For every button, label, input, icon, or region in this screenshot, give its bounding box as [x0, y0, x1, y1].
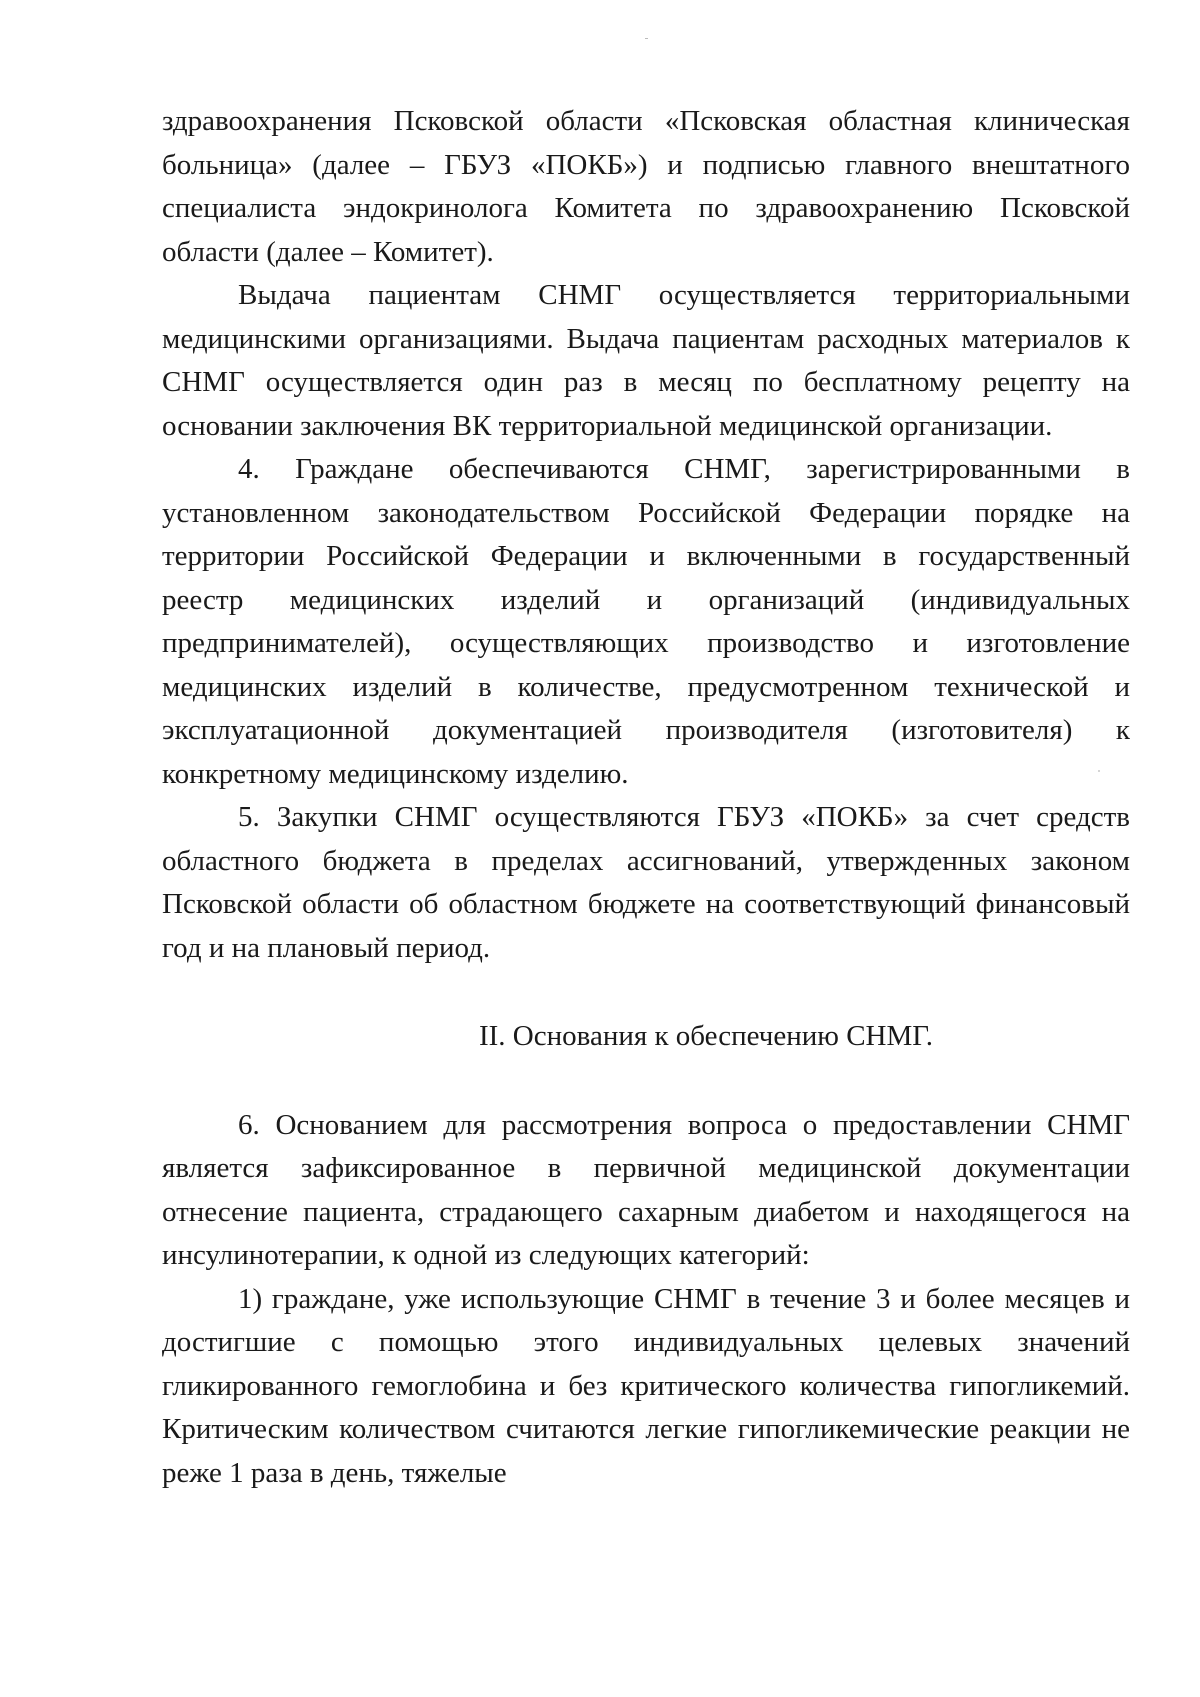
paragraph-issuance: Выдача пациентам СНМГ осуществляется территориальными медицинскими организациями. Выдача пациентам расходных материалов к СНМГ осуществляется один раз в месяц по бесплатному рецепту на основании заключения ВК территориальной медицинской организации.	[162, 279, 1130, 442]
section-heading: II. Основания к обеспечению СНМГ.	[478, 1020, 934, 1052]
paragraph-continuation: здравоохранения Псковской области «Псковская областная клиническая больница» (далее – ГБУЗ «ПОКБ») и подписью главного внештатного специалиста эндокринолога Комитета по здравоохранению Псковской области (далее – Комитет).	[162, 105, 1130, 268]
scan-mark	[645, 38, 648, 39]
paragraph-item-5: 5. Закупки СНМГ осуществляются ГБУЗ «ПОКБ» за счет средств областного бюджета в пределах ассигнований, утвержденных законом Псковской области об областном бюджете на соответствующий финансовый год и на плановый период.	[162, 801, 1130, 964]
paragraph-item-4: 4. Граждане обеспечиваются СНМГ, зарегистрированными в установленном законодательством Российской Федерации порядке на территории Российской Федерации и включенными в государственный реестр медицинских изделий и организаций (индивидуальных предпринимателей), осуществляющих производство и изготовление медицинских изделий в количестве, предусмотренном технической и эксплуатационной документацией производителя (изготовителя) к конкретному медицинскому изделию.	[162, 453, 1130, 790]
paragraph-item-6: 6. Основанием для рассмотрения вопроса о предоставлении СНМГ является зафиксированное в первичной медицинской документации отнесение пациента, страдающего сахарным диабетом и находящегося на инсулинотерапии, к одной из следующих категорий:	[162, 1108, 1130, 1271]
document-body	[162, 100, 1130, 1495]
paragraph-subitem-1: 1) граждане, уже использующие СНМГ в течение 3 и более месяцев и достигшие с помощью этого индивидуальных целевых значений гликированного гемоглобина и без критического количества гипогликемий. Критическим количеством считаются легкие гипогликемические реакции не реже 1 раза в день, тяжелые	[162, 1282, 1130, 1489]
